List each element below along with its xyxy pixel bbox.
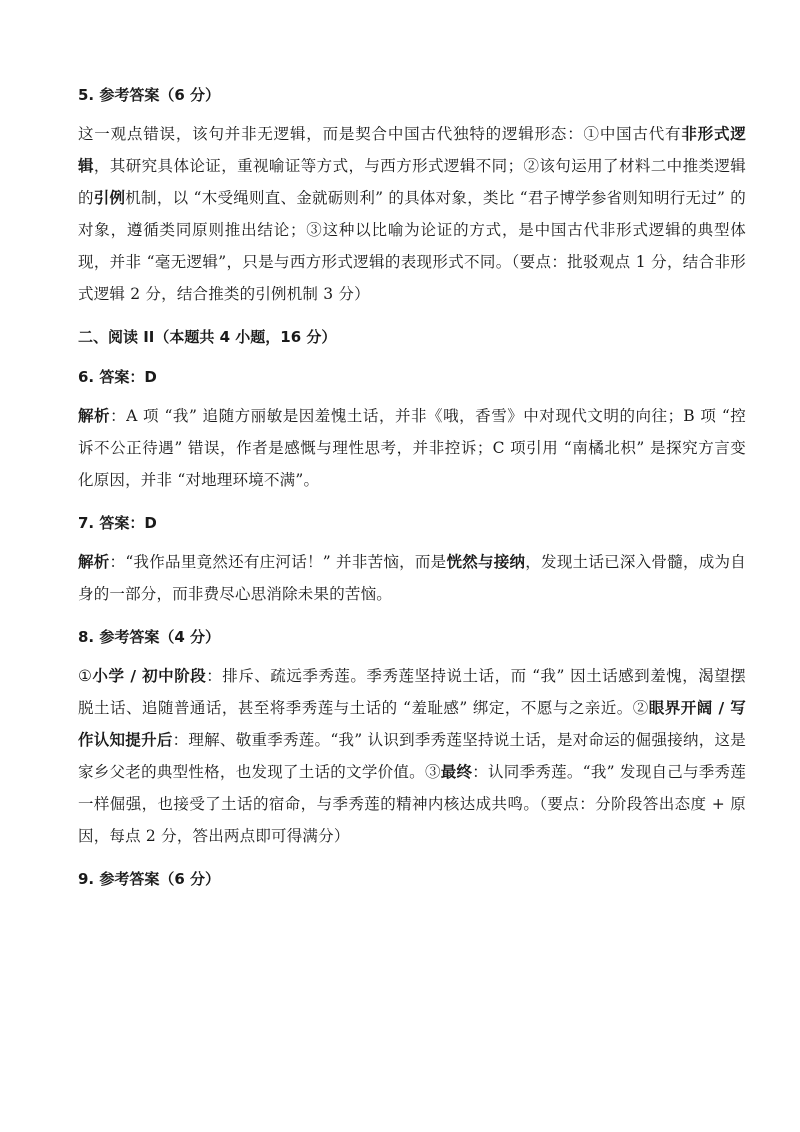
q6-analysis — [78, 400, 746, 496]
q5-keyword-example: 引例 — [93, 189, 126, 207]
q5-text-2: ，其研究具体论证，重视喻证等方式，与西方形式逻辑不同；②该句运用了材料二中推类逻辑的 — [78, 157, 747, 207]
q8-stage-2: 眼界开阔 / 写作认知提升后 — [78, 699, 746, 749]
q8-heading: 8. 参考答案（4 分） — [78, 628, 221, 646]
q8-marker-2: ② — [632, 699, 649, 717]
q8-stage-3: 最终 — [440, 763, 473, 781]
q8-marker-3: ③ — [424, 763, 441, 781]
q6-heading: 6. 答案：D — [78, 368, 157, 386]
q7-text-2: ，发现土话已深入骨髓，成为自身的一部分，而非费尽心思消除未果的苦恼。 — [78, 553, 746, 603]
q7-keyword: 恍然与接纳 — [446, 553, 526, 571]
q7-text-1: ：“我作品里竟然还有庄河话！” 并非苦恼，而是 — [109, 553, 447, 571]
q7-analysis — [78, 546, 746, 610]
q5-keyword-informal-logic: 非形式逻辑 — [78, 125, 746, 175]
q6-analysis-text: ：A 项 “我” 追随方丽敏是因羞愧土话，并非《哦，香雪》中对现代文明的向往；B 项 “控诉不公正待遇” 错误，作者是感慨与理性思考，并非控诉；C 项引用 “南橘北枳” 是探究方言变化原因，并非 “对地理环境不满”。 — [78, 407, 746, 489]
q8-stage-2-text: ：理解、敬重季秀莲。“我” 认识到季秀莲坚持说土话，是对命运的倔强接纳，这是家乡父老的典型性格，也发现了土话的文学价值。 — [78, 731, 746, 781]
q5-heading: 5. 参考答案（6 分） — [78, 86, 221, 104]
q8-stage-1: 小学 / 初中阶段 — [92, 667, 207, 685]
q8-answer — [78, 660, 746, 852]
q9-heading: 9. 参考答案（6 分） — [78, 870, 221, 888]
q5-text-3: 机制，以 “木受绳则直、金就砺则利” 的具体对象，类比 “君子博学参省则知明行无过” 的对象，遵循类同原则推出结论；③这种以比喻为论证的方式，是中国古代非形式逻辑的典型体现，并非 “毫无逻辑”，只是与西方形式逻辑的表现形式不同。（要点：批驳观点 1 分，结合非形式逻辑 2 分，结合推类的引例机制 3 分） — [78, 189, 746, 303]
q6-analysis-label: 解析 — [78, 407, 111, 425]
q8-stage-3-text: ：认同季秀莲。“我” 发现自己与季秀莲一样倔强，也接受了土话的宿命，与季秀莲的精神内核达成共鸣。（要点：分阶段答出态度 + 原因，每点 2 分，答出两点即可得满分） — [78, 763, 747, 845]
section-2-title: 二、阅读 II（本题共 4 小题，16 分） — [78, 328, 337, 346]
q8-marker-1: ① — [78, 667, 93, 685]
q8-stage-1-text: ：排斥、疏远季秀莲。季秀莲坚持说土话，而 “我” 因土话感到羞愧，渴望摆脱土话、追随普通话，甚至将季秀莲与土话的 “羞耻感” 绑定，不愿与之亲近。 — [78, 667, 746, 717]
q7-heading: 7. 答案：D — [78, 514, 157, 532]
q5-text-1: 这一观点错误，该句并非无逻辑，而是契合中国古代独特的逻辑形态：①中国古代有 — [78, 125, 682, 143]
q5-answer — [78, 118, 746, 310]
q7-analysis-label: 解析 — [78, 553, 110, 571]
